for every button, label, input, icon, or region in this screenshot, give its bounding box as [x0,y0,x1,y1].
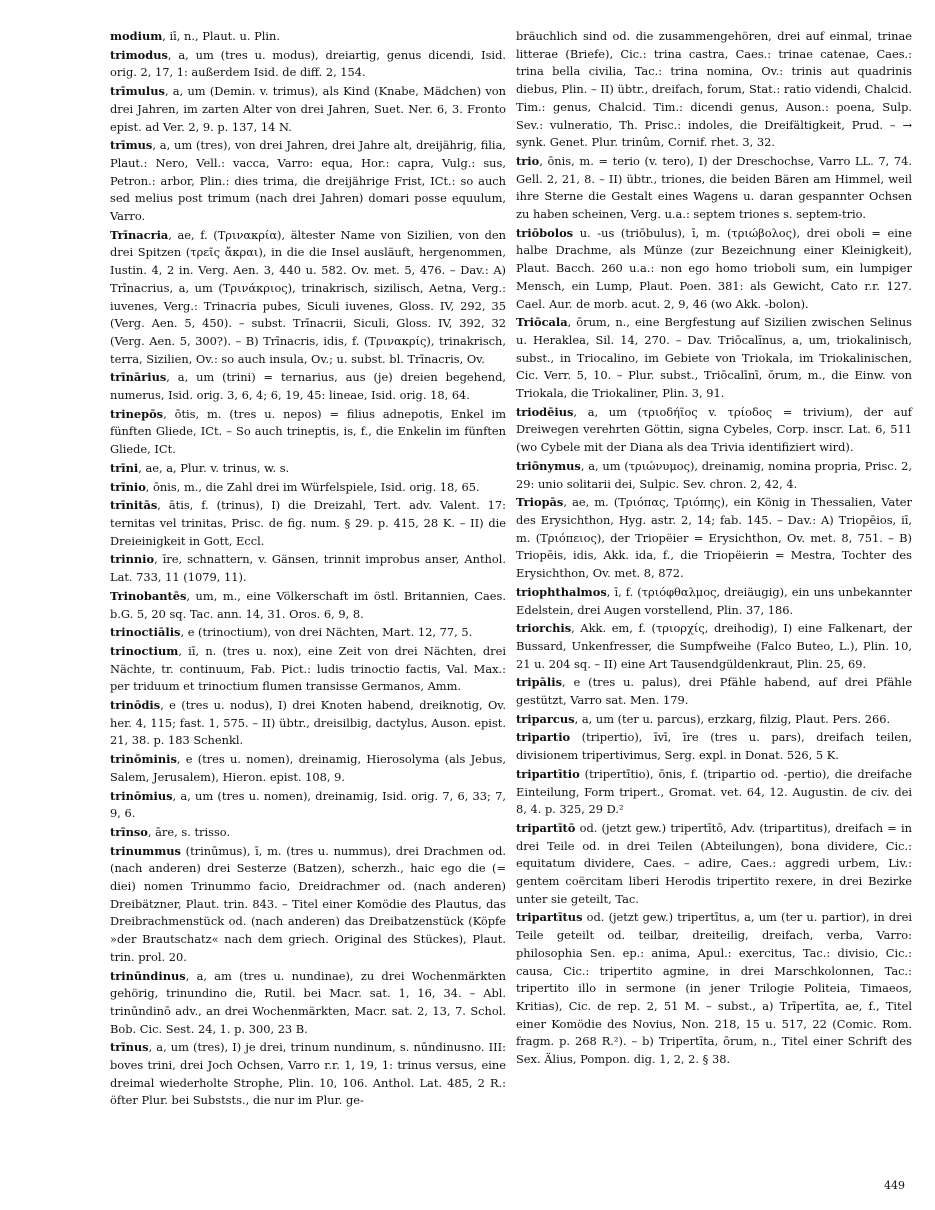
entry-headword: trīni [110,460,139,475]
entry-headword: trīmulus [110,84,165,99]
dictionary-entry [516,620,912,673]
entry-headword: trinōdis [110,698,161,713]
dictionary-entry [110,497,506,550]
dictionary-entry [110,643,506,696]
dictionary-entry [516,909,912,1068]
entry-headword: trīnus [110,1040,149,1055]
dictionary-entry [110,369,506,404]
entry-headword: trinepōs [110,406,164,421]
entry-headword: tripartītō [516,820,576,835]
entry-headword: trimodus [110,47,168,62]
entry-headword: trinnio [110,552,155,567]
entry-definition: , a, um (ter u. parcus), erzkarg, filzig, Plaut. Pers. 266. [574,711,891,726]
entry-headword: tripartio [516,730,571,745]
entry-headword: trinummus [110,843,181,858]
entry-definition: , a, um (τριώνυμος), dreinamig, nomina propria, Prisc. 2, 29: unio solitarii dei, Sulpic. Sev. chron. 2, 42, 4. [516,458,912,491]
entry-definition: u. -us (triōbulus), ī, m. (τριώβολος), drei oboli = eine halbe Drachme, als Münze (zur Bezeichnung einer Kleinigkeit), Plaut. Bacch. 260 u.a.: non ego homo trioboli sum, ein lumpiger Mensch, ein Lump, Plaut. Poen. 381: als Gewicht, Cato r.r. 127. Cael. Aur. de morb. acut. 2, 9, 46 (wo Akk. -bolon). [516,225,912,311]
entry-definition: , ī, f. (τριόφθαλμος, dreiäugig), ein uns unbekannter Edelstein, drei Augen vorstellend, Plin. 37, 186. [516,584,912,617]
dictionary-entry [110,47,506,82]
entry-definition: , iī, n., Plaut. u. Plin. [162,29,280,43]
dictionary-entry [110,28,506,46]
entry-headword: tripartītio [516,766,580,781]
dictionary-entry [110,1039,506,1110]
entry-headword: trinoctium [110,643,179,658]
dictionary-entry [516,314,912,403]
entry-definition: , a, um (tres), I) je drei, trinum nundinum, s. nūndinusno. III: boves trini, drei Joch Ochsen, Varro r.r. 1, 19, 1: trinus versus, eine dreimal wiederholte Strophe, Plin. 10, 106. Anthol. Lat. 485, 2 R.: öfter Plur. bei Subststs., die nur im Plur. ge- [110,1040,506,1108]
dictionary-entry [110,83,506,136]
entry-definition: , ōnis, m. = terio (v. tero), I) der Dreschochse, Varro LL. 7, 74. Gell. 2, 21, 8. – II) übtr., triones, die beiden Bären am Himmel, weil ihre Sterne die Gestalt eines Wagens u. daran gespannter Ochsen zu haben scheinen, Verg. u.a.: septem triones s. septem-trio. [516,153,912,222]
dictionary-entry [110,751,506,786]
dictionary-entry [110,460,506,478]
dictionary-entry [516,458,912,493]
dictionary-entry [516,820,912,909]
entry-headword: Triopās [516,495,564,510]
dictionary-entry [110,968,506,1039]
dictionary-entry [516,766,912,819]
entry-definition: , a, um (tres), von drei Jahren, drei Jahre alt, dreijährig, filia, Plaut.: Nero, Vell.: vacca, Varro: equa, Hor.: capra, Vulg.: sus, Petron.: arbor, Plin.: dies trima, die dreijährige Frist, ICt.: so auch sed melius post trimum (nach drei Jahren) domari posse equulum, Varro. [110,138,506,224]
dictionary-entry [516,729,912,764]
entry-headword: trio [516,153,540,168]
entry-definition: , a, um (trini) = ternarius, aus (je) dreien begehend, numerus, Isid. orig. 3, 6, 4; 6, 19, 45: lineae, Isid. orig. 18, 64. [110,370,506,403]
dictionary-entry [110,788,506,823]
entry-headword: trinōminis [110,752,177,767]
entry-definition: , um, m., eine Völkerschaft im östl. Britannien, Caes. b.G. 5, 20 sq. Tac. ann. 14, 31. Oros. 6, 9, 8. [110,588,506,621]
entry-definition: , ōnis, m., die Zahl drei im Würfelspiele, Isid. orig. 18, 65. [145,479,480,494]
entry-definition: , e (tres u. nomen), dreinamig, Hierosolyma (als Jebus, Salem, Jerusalem), Hieron. epist. 108, 9. [110,752,506,784]
entry-definition: , e (trinoctium), von drei Nächten, Mart. 12, 77, 5. [180,625,473,640]
dictionary-entry [110,697,506,750]
entry-definition: bräuchlich sind od. die zusammengehören, drei auf einmal, trinae litterae (Briefe), Cic.: trina castra, Caes.: trinae catenae, Caes.: trina bella civilia, Tac.: trina nomina, Ov.: trinis aut quadrinis diebus, Plin. – II) übtr., dreifach, forum, Stat.: ratio videndi, Chalcid. Tim.: genus, Chalcid. Tim.: dicendi genus, Auson.: poena, Sulp. Sev.: vulneratio, Th. Prisc.: indoles, die Dreifältigkeit, Prud. – → synk. Genet. Plur. trinûm, Cornif. rhet. 3, 32. [516,29,912,150]
entry-headword: trinōmius [110,788,173,803]
entry-headword: modium [110,29,163,43]
right-column [516,28,912,1070]
entry-definition: , āre, s. trisso. [147,824,231,839]
dictionary-entry [516,28,912,152]
entry-headword: tripartītus [516,910,583,925]
entry-headword: triorchis [516,621,572,636]
entry-headword: Trīnacria [110,227,169,242]
entry-definition: , a, um (τριοδήῖος v. τρίοδος = trivium), der auf Dreiwegen verehrten Göttin, signa Cybeles, Corp. inscr. Lat. 6, 511 (wo Cybele mit der Diana als dea Trivia identifiziert wird). [516,404,912,455]
entry-definition: , iī, n. (tres u. nox), eine Zeit von drei Nächten, drei Nächte, tr. continuum, Fab. Pict.: ludis trinoctio factis, Val. Max.: per triduum et trinoctium flumen transisse Germanos, Amm. [110,643,506,694]
entry-definition: , ae, f. (Τρινακρία), ältester Name von Sizilien, von den drei Spitzen (τρεῖς ἄκραι), in die die Insel ausläuft, hergenommen, Iustin. 4, 2 in. Verg. Aen. 3, 440 u. 582. Ov. met. 5, 476. – Dav.: A) Trīnacrius, a, um (Τρινάκριος), trinakrisch, sizilisch, Aetna, Verg.: iuvenes, Verg.: Trinacria pubes, Siculi iuvenes, Gloss. IV, 292, 35 (Verg. Aen. 5, 450). – subst. Trīnacrii, Siculi, Gloss. IV, 392, 32 (Verg. Aen. 5, 300?). – B) Trīnacris, idis, f. (Τρινακρίς), trinakrisch, terra, Sizilien, Ov.: so auch insula, Ov.; u. subst. bl. Trīnacris, Ov. [110,227,506,366]
entry-definition: , e (tres u. palus), drei Pfähle habend, auf drei Pfähle gestützt, Varro sat. Men. 179. [516,675,912,708]
page-number: 449 [884,1179,905,1192]
dictionary-entry [110,824,506,842]
entry-definition: (trinūmus), ī, m. (tres u. nummus), drei Drachmen od. (nach anderen) drei Sesterze (Batzen), scherzh., haic ego die (= diei) nomen Trinummo facio, Dreidrachmer od. (nach anderen) Dreibätzner, Plaut. trin. 843. – Titel einer Komödie des Plautus, das Dreibrachmenstück od. (nach anderen) das Dreibatzenstück (Köpfe »der Brautschatz« nach dem griech. Original des Stückes), Plaut. trin. prol. 20. [110,843,506,964]
entry-definition: , ōrum, n., eine Bergfestung auf Sizilien zwischen Selinus u. Heraklea, Sil. 14, 270. – Dav. Triōcalīnus, a, um, triokalinisch, subst., in Triocalino, im Gebiete von Triokala, im Triokalinischen, Cic. Verr. 5, 10. – Plur. subst., Triōcalīnī, ōrum, m., die Einw. von Triokala, die Triokaliner, Plin. 3, 91. [516,315,912,401]
entry-definition: , a, um (tres u. modus), dreiartig, genus dicendi, Isid. orig. 2, 17, 1: außerdem Isid. de diff. 2, 154. [110,47,506,80]
dictionary-entry [110,843,506,967]
entry-headword: trīnso [110,824,148,839]
entry-headword: triōnymus [516,458,581,473]
dictionary-entry [516,225,912,314]
entry-definition: od. (jetzt gew.) tripertītus, a, um (ter u. partior), in drei Teile geteilt od. teilbar, dreiteilig, dreifach, verba, Varro: philosophia Sen. ep.: anima, Apul.: exercitus, Tac.: divisio, Cic.: causa, Cic.: tripertito agmine, in drei Marschkolonnen, Tac.: tripertito illo in sermone (in jener Trilogie Politeia, Timaeos, Kritias), Cic. de rep. 2, 51 M. – subst., a) Trīpertīta, ae, f., Titel einer Komödie des Novius, Non. 218, 15 u. 517, 22 (Comic. Rom. fragm. p. 268 R.²). – b) Tripertīta, ōrum, n., Titel einer Schrift des Sex. Älius, Pompon. dig. 1, 2, 2. § 38. [516,910,912,1067]
entry-definition: (tripertio), īvī, īre (tres u. pars), dreifach teilen, divisionem tripertivimus, Serg. expl. in Donat. 526, 5 K. [516,730,912,763]
entry-headword: trīmus [110,138,153,153]
entry-headword: tripālis [516,675,563,690]
entry-definition: , ae, m. (Τριόπας, Τριόπης), ein König in Thessalien, Vater des Erysichthon, Hyg. astr. 2, 14; fab. 145. – Dav.: A) Triopēios, iī, m. (Τριόπειος), der Triopëier = Erysichthon, Ov. met. 8, 751. – B) Triopēis, idis, Akk. ida, f., die Triopëierin = Mestra, Tochter des Erysichthon, Ov. met. 8, 872. [516,495,912,581]
dictionary-entry [110,406,506,459]
dictionary-entry [110,227,506,369]
dictionary-entry [516,674,912,709]
left-column [110,28,506,1111]
entry-headword: trīnitās [110,498,158,513]
entry-headword: trīnārius [110,370,167,385]
entry-headword: triodēius [516,404,574,419]
entry-headword: triophthalmos [516,584,607,599]
entry-headword: Triōcala [516,315,568,330]
dictionary-entry [110,624,506,642]
entry-headword: triōbolos [516,225,574,240]
entry-definition: , a, am (tres u. nundinae), zu drei Wochenmärkten gehörig, trinundino die, Rutil. bei Macr. sat. 1, 16, 34. – Abl. trinūndinō adv., an drei Wochenmärkten, Macr. sat. 2, 13, 7. Schol. Bob. Cic. Sest. 24, 1. p. 300, 23 B. [110,968,506,1036]
entry-headword: Trinobantēs [110,588,187,603]
entry-headword: trinoctiālis [110,625,181,640]
dictionary-entry [110,588,506,623]
entry-definition: , ae, a, Plur. v. trinus, w. s. [138,460,290,475]
dictionary-entry [516,153,912,224]
dictionary-entry [110,137,506,226]
entry-headword: triparcus [516,711,575,726]
dictionary-entry [516,494,912,583]
entry-definition: , Akk. em, f. (τριορχίς, dreihodig), I) eine Falkenart, der Bussard, Unkenfresser, die Sumpfweihe (Falco Buteo, L.), Plin. 10, 21 u. 204 sq. – II) eine Art Tausendgüldenkraut, Plin. 25, 69. [516,621,912,671]
entry-definition: (tripertītio), ōnis, f. (tripartio od. -pertio), die dreifache Einteilung, Form tripert., Gromat. vet. 64, 12. Augustin. de civ. dei 8, 4. p. 325, 29 D.² [516,766,912,817]
dictionary-entry [110,551,506,586]
entry-definition: , a, um (Demin. v. trimus), als Kind (Knabe, Mädchen) von drei Jahren, im zarten Alter von drei Jahren, Suet. Ner. 6, 3. Fronto epist. ad Ver. 2, 9. p. 137, 14 N. [110,84,506,134]
entry-definition: , īre, schnattern, v. Gänsen, trinnit improbus anser, Anthol. Lat. 733, 11 (1079, 11). [110,552,506,585]
dictionary-entry [516,584,912,619]
entry-definition: , ōtis, m. (tres u. nepos) = filius adnepotis, Enkel im fünften Gliede, ICt. – So auch trineptis, is, f., die Enkelin im fünften Gliede, ICt. [110,406,506,457]
dictionary-entry [516,711,912,729]
entry-definition: , e (tres u. nodus), I) drei Knoten habend, dreiknotig, Ov. her. 4, 115; fast. 1, 575. – II) übtr., dreisilbig, dactylus, Auson. epist. 21, 38. p. 183 Schenkl. [110,698,506,748]
dictionary-entry [516,404,912,457]
entry-headword: trīnio [110,479,146,494]
entry-definition: od. (jetzt gew.) tripertītō, Adv. (tripartitus), dreifach = in drei Teile od. in drei Teilen (Abteilungen), bona dividere, Cic.: equitatum dividere, Caes. – adire, Caes.: aggredi urbem, Liv.: gentem coërcitam liberi Herodis tripertito rexere, in drei Bezirke unter sie geteilt, Tac. [516,820,912,906]
entry-definition: , a, um (tres u. nomen), dreinamig, Isid. orig. 7, 6, 33; 7, 9, 6. [110,788,506,821]
entry-definition: , ātis, f. (trinus), I) die Dreizahl, Tert. adv. Valent. 17: ternitas vel trinitas, Prisc. de fig. num. § 29. p. 415, 28 K. – II) die Dreieinigkeit in Gott, Eccl. [110,498,506,548]
entry-headword: trinūndinus [110,968,186,983]
dictionary-entry [110,479,506,497]
